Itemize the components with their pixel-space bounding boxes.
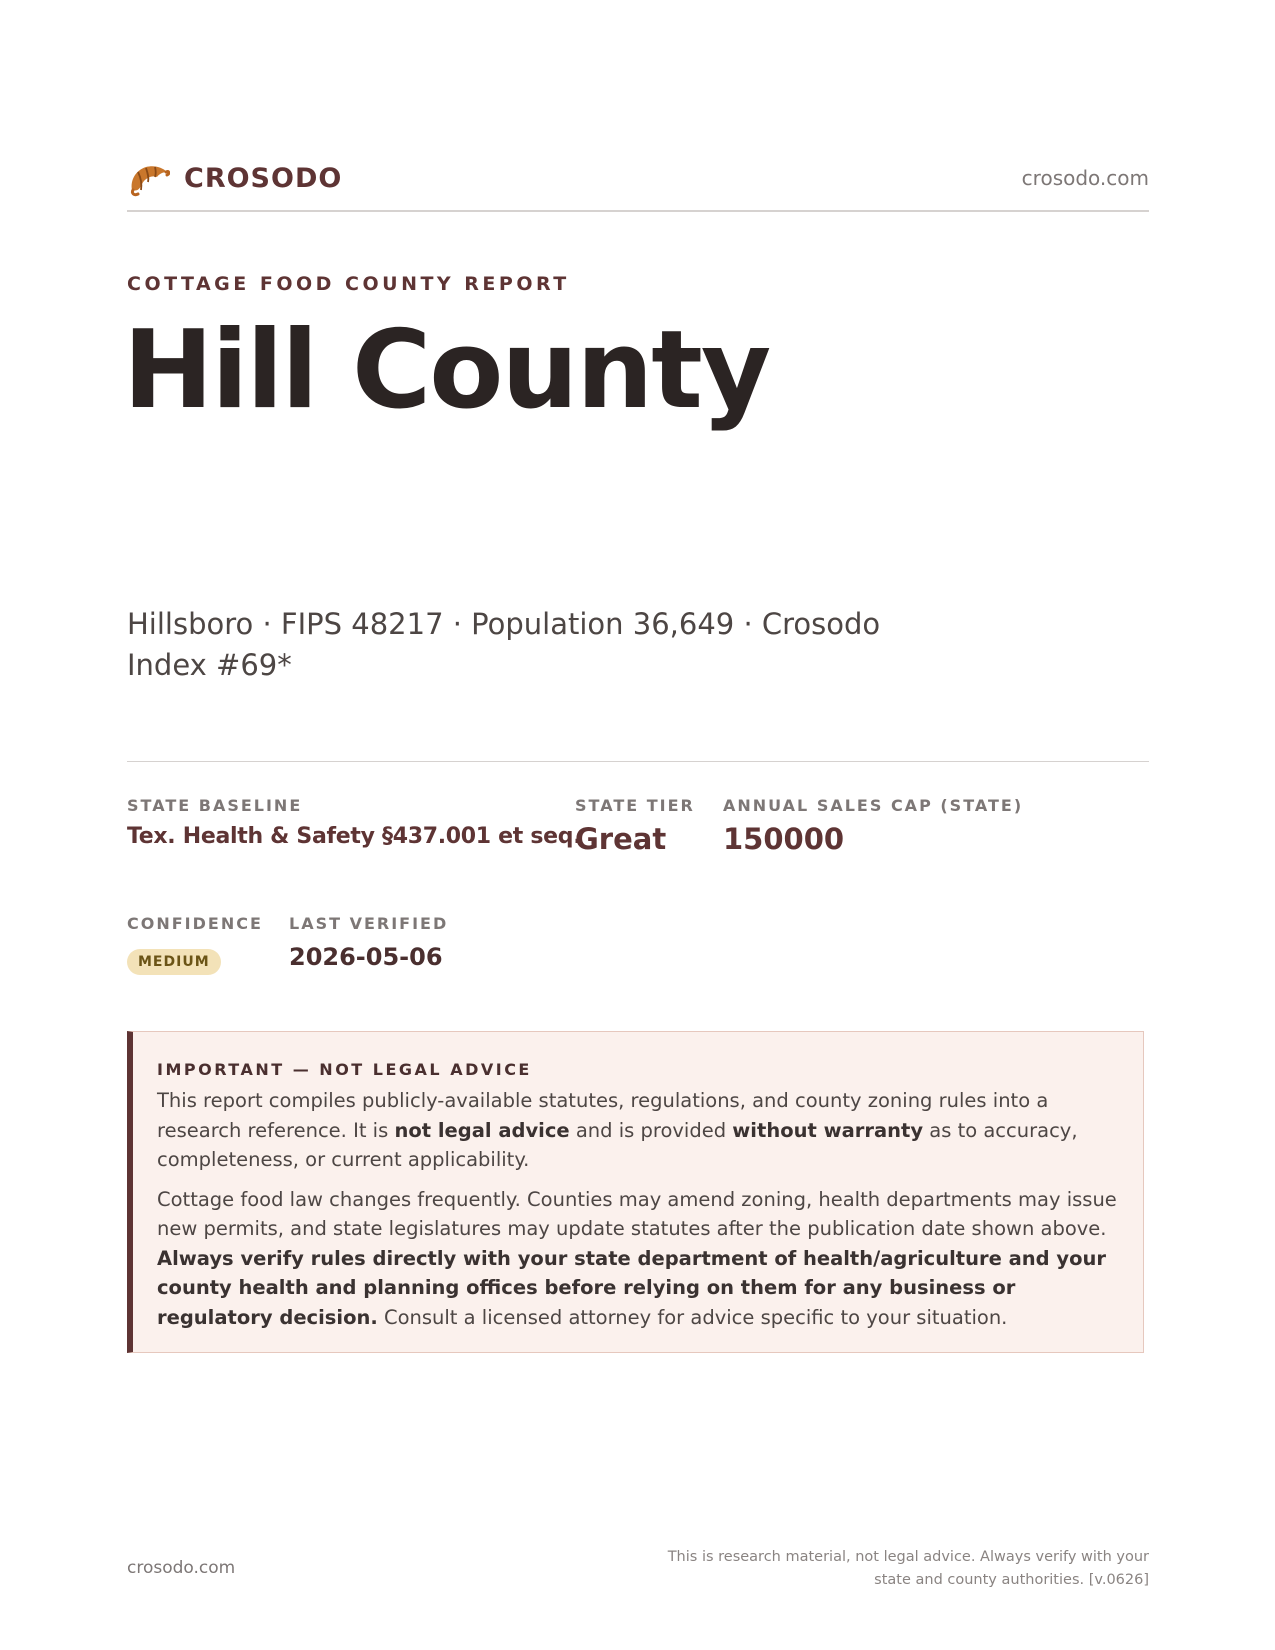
state-baseline-label: STATE BASELINE: [127, 796, 303, 815]
sales-cap-label: ANNUAL SALES CAP (STATE): [723, 796, 1024, 815]
notice-title: IMPORTANT — NOT LEGAL ADVICE: [157, 1060, 532, 1079]
croissant-icon: [128, 160, 170, 198]
sales-cap-value: 150000: [723, 822, 845, 856]
last-verified-label: LAST VERIFIED: [289, 914, 449, 933]
page-header: [127, 150, 1149, 212]
report-eyebrow: COTTAGE FOOD COUNTY REPORT: [127, 273, 570, 295]
last-verified-value: 2026-05-06: [289, 943, 443, 971]
state-tier-field: [575, 796, 695, 856]
page-title: Hill County: [123, 308, 770, 433]
state-baseline-value: Tex. Health & Safety §437.001 et seq.: [127, 824, 582, 849]
footer-disclaimer: This is research material, not legal advice. Always verify with your state and county authorities. [v.0626]: [667, 1549, 1149, 1588]
notice-paragraph-2: Cottage food law changes frequently. Counties may amend zoning, health departments may issue new permits, and state legislatures may update statutes after the publication date shown above. Always verify rules directly with your state department of health/agriculture and your county health and planning offices before relying on them for any business or regulatory decision. Consult a licensed attorney for advice specific to your situation.: [157, 1187, 1117, 1329]
confidence-field: [127, 914, 263, 975]
state-tier-value: Great: [575, 822, 667, 856]
brand-name: CROSODO: [184, 163, 343, 194]
divider: [127, 761, 1149, 762]
report-page: [123, 0, 1149, 1650]
last-verified-field: [289, 914, 448, 971]
notice-body: [157, 1086, 1121, 1342]
footer-site[interactable]: crosodo.com: [127, 1558, 236, 1578]
county-summary: Hillsboro · FIPS 48217 · Population 36,649 · Crosodo Index #69*: [127, 607, 881, 682]
state-tier-label: STATE TIER: [575, 796, 695, 815]
state-baseline-field: [127, 796, 581, 849]
site-url[interactable]: crosodo.com: [1021, 166, 1149, 190]
confidence-label: CONFIDENCE: [127, 914, 263, 933]
notice-paragraph-1: This report compiles publicly-available statutes, regulations, and county zoning rules into a research reference. It is not legal advice and is provided without warranty as to accuracy, completeness, or current applicability.: [157, 1089, 1078, 1171]
sales-cap-field: [723, 796, 1023, 856]
legal-notice: [127, 1031, 1144, 1353]
confidence-badge: MEDIUM: [127, 949, 221, 975]
